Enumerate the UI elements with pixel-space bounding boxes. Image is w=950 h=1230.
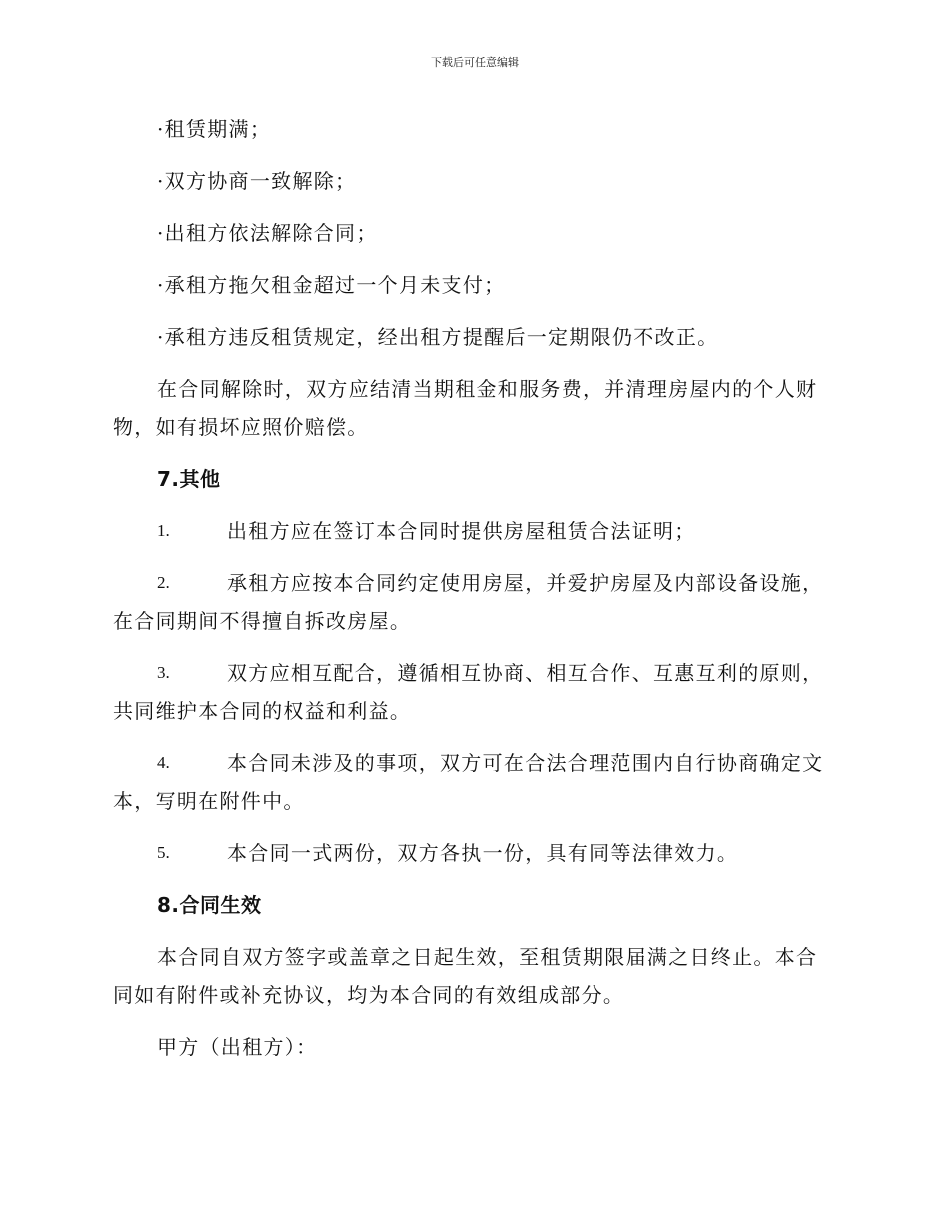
paragraph-line: 物，如有损坏应照价赔偿。 xyxy=(113,415,369,439)
section-8-heading: 8.合同生效 xyxy=(157,893,262,917)
numbered-item-1 xyxy=(113,512,838,550)
bullet-item: ·出租方依法解除合同； xyxy=(157,221,378,245)
item-number: 2. xyxy=(157,573,170,592)
party-a-signature-label: 甲方（出租方）： xyxy=(157,1035,318,1059)
paragraph-line: 同如有附件或补充协议，均为本合同的有效组成部分。 xyxy=(113,983,625,1007)
item-text-continued: 在合同期间不得擅自拆改房屋。 xyxy=(113,609,412,633)
bullet-item: ·承租方拖欠租金超过一个月未支付； xyxy=(157,273,506,297)
numbered-item-2 xyxy=(113,564,838,640)
page-header: 下载后可任意编辑 xyxy=(431,56,519,69)
termination-paragraph xyxy=(113,370,838,446)
section-7-heading: 7.其他 xyxy=(157,467,221,491)
bullet-item: ·租赁期满； xyxy=(157,117,272,141)
item-text-continued: 共同维护本合同的权益和利益。 xyxy=(113,699,412,723)
numbered-item-3 xyxy=(113,654,838,730)
item-number: 3. xyxy=(157,663,170,682)
item-text-continued: 本，写明在附件中。 xyxy=(113,789,305,813)
paragraph-line: 在合同解除时，双方应结清当期租金和服务费，并清理房屋内的个人财 xyxy=(157,377,818,401)
effectiveness-paragraph xyxy=(113,938,838,1014)
paragraph-line: 本合同自双方签字或盖章之日起生效，至租赁期限届满之日终止。本合 xyxy=(157,945,818,969)
item-text: 承租方应按本合同约定使用房屋，并爱护房屋及内部设备设施， xyxy=(227,571,824,595)
item-number: 4. xyxy=(157,753,170,772)
bullet-item: ·双方协商一致解除； xyxy=(157,169,357,193)
item-text: 出租方应在签订本合同时提供房屋租赁合法证明； xyxy=(227,519,696,543)
item-text: 双方应相互配合，遵循相互协商、相互合作、互惠互利的原则， xyxy=(227,661,824,685)
item-text: 本合同一式两份，双方各执一份，具有同等法律效力。 xyxy=(227,841,739,865)
item-number: 1. xyxy=(157,521,170,540)
document-body xyxy=(113,110,838,1066)
numbered-item-5 xyxy=(113,834,838,872)
item-number: 5. xyxy=(157,843,170,862)
item-text: 本合同未涉及的事项，双方可在合法合理范围内自行协商确定文 xyxy=(227,751,824,775)
bullet-item: ·承租方违反租赁规定，经出租方提醒后一定期限仍不改正。 xyxy=(157,325,719,349)
numbered-item-4 xyxy=(113,744,838,820)
